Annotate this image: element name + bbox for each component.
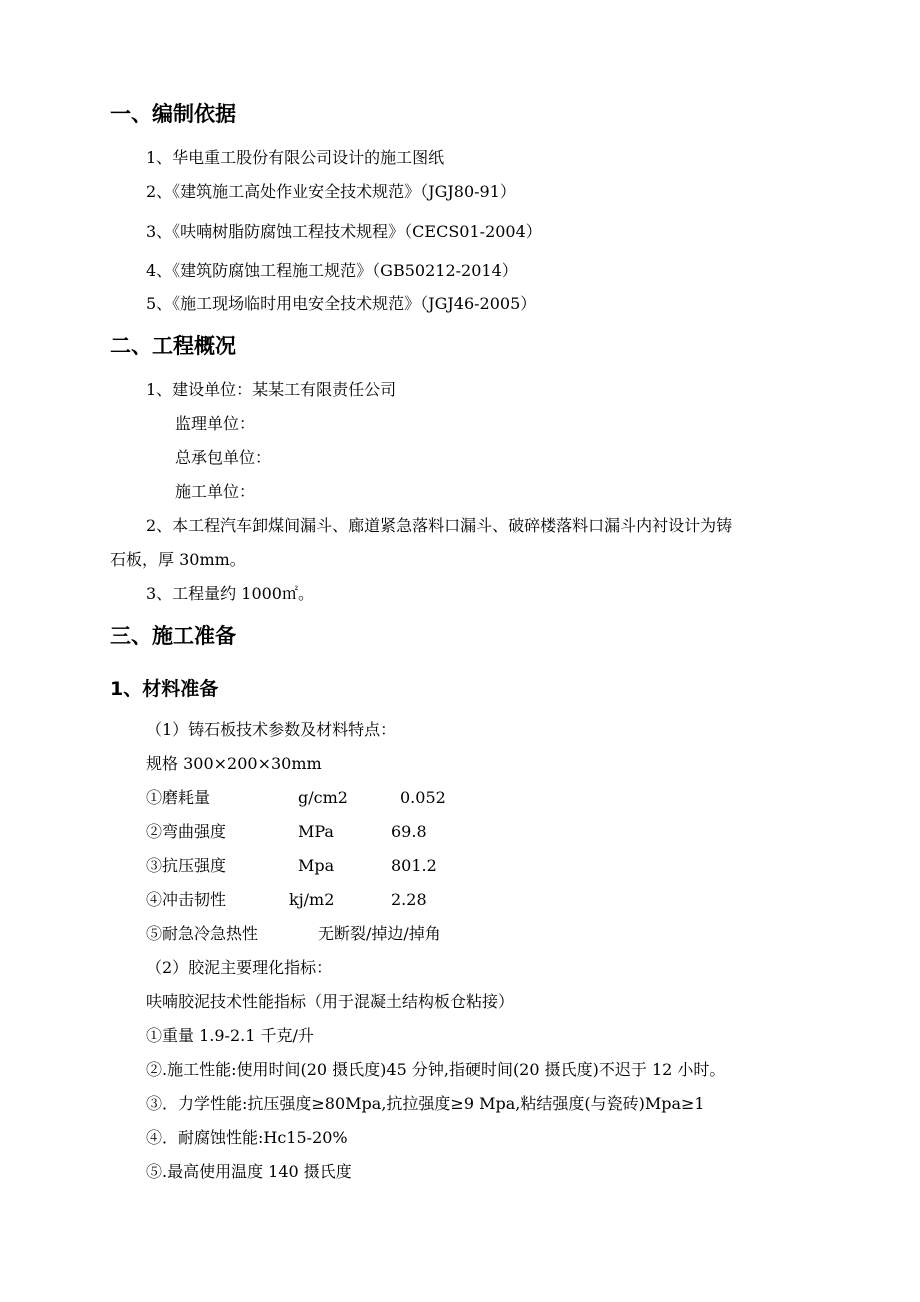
- mortar-item: ①重量 1.9-2.1 千克/升: [146, 1026, 314, 1045]
- mortar-item: ②.施工性能:使用时间(20 摄氏度)45 分钟,指硬时间(20 摄氏度)不迟于 12 小时。: [146, 1060, 726, 1079]
- mortar-item: ③．力学性能:抗压强度≥80Mpa,抗拉强度≥9 Mpa,粘结强度(与瓷砖)Mpa≥1: [146, 1094, 705, 1113]
- param-name: ②弯曲强度: [146, 822, 227, 841]
- param-value: 801.2: [391, 856, 437, 875]
- cast-stone-title: （1）铸石板技术参数及材料特点：: [146, 720, 397, 739]
- basis-item: 2、《建筑施工高处作业安全技术规范》（JGJ80-91）: [146, 182, 516, 201]
- basis-item: 3、《呋喃树脂防腐蚀工程技术规程》（CECS01-2004）: [146, 222, 542, 241]
- general-contractor-line: 总承包单位：: [175, 448, 272, 467]
- section-heading-overview: 二、工程概况: [110, 334, 236, 358]
- param-value: 69.8: [391, 822, 427, 841]
- mortar-title: （2）胶泥主要理化指标：: [146, 958, 333, 977]
- builder-line: 1、建设单位：某某工有限责任公司: [146, 380, 397, 399]
- section-heading-basis: 一、编制依据: [110, 102, 236, 126]
- param-value: 无断裂/掉边/掉角: [318, 924, 441, 943]
- param-name: ⑤耐急冷急热性: [146, 924, 259, 943]
- basis-item: 4、《建筑防腐蚀工程施工规范》（GB50212-2014）: [146, 261, 518, 280]
- param-value: 0.052: [400, 788, 446, 807]
- mortar-subtitle: 呋喃胶泥技术性能指标（用于混凝土结构板仓粘接）: [146, 992, 515, 1011]
- supervisor-line: 监理单位：: [175, 414, 256, 433]
- subsection-heading-materials: 1、材料准备: [110, 678, 219, 700]
- mortar-item: ⑤.最高使用温度 140 摄氏度: [146, 1162, 352, 1181]
- basis-item: 5、《施工现场临时用电安全技术规范》（JGJ46-2005）: [146, 294, 537, 313]
- scope-line-2: 石板，厚 30mm。: [110, 550, 246, 569]
- param-name: ③抗压强度: [146, 856, 227, 875]
- param-name: ④冲击韧性: [146, 890, 227, 909]
- section-heading-preparation: 三、施工准备: [110, 624, 236, 648]
- constructor-line: 施工单位：: [175, 482, 256, 501]
- param-unit: MPa: [298, 822, 334, 841]
- param-name: ①磨耗量: [146, 788, 211, 807]
- param-unit: g/cm2: [298, 788, 348, 807]
- param-unit: kj/m2: [289, 890, 335, 909]
- cast-stone-spec: 规格 300×200×30mm: [146, 754, 322, 773]
- scope-line-1: 2、本工程汽车卸煤间漏斗、廊道紧急落料口漏斗、破碎楼落料口漏斗内衬设计为铸: [146, 516, 733, 535]
- param-unit: Mpa: [298, 856, 335, 875]
- param-value: 2.28: [391, 890, 427, 909]
- mortar-item: ④．耐腐蚀性能:Hc15-20%: [146, 1128, 348, 1147]
- quantity-line: 3、工程量约 1000㎡。: [146, 584, 314, 603]
- basis-item: 1、华电重工股份有限公司设计的施工图纸: [146, 148, 445, 167]
